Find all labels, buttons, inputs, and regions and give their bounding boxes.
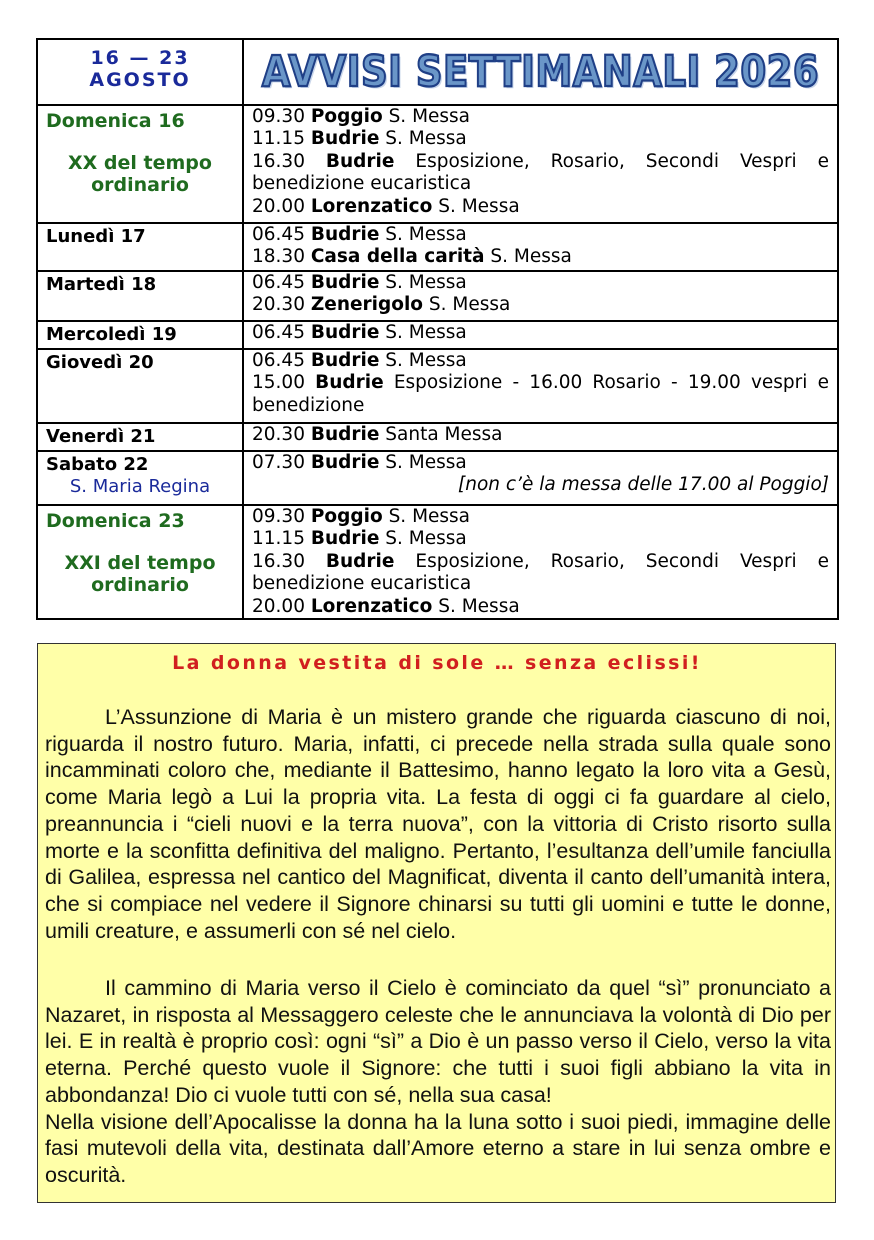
liturgy-label — [38, 552, 242, 596]
event-item — [252, 224, 829, 246]
event-time: 11.15 — [252, 528, 305, 550]
event-place: Budrie — [325, 550, 395, 572]
event-place: Poggio — [310, 106, 383, 127]
event-desc: S. Messa — [428, 294, 511, 316]
event-time: 16.30 — [252, 550, 305, 572]
events-cell — [243, 105, 838, 223]
paragraph: L’Assunzione di Maria è un mistero grande che riguarda ciascuno di noi, riguarda il nostro futuro. Maria, infatti, ci precede nella strada sulla quale sono incamminati coloro che, mediante il Battesimo, hanno legato la loro vita a Gesù, come Maria legò a Lui la propria vita. La festa di oggi ci fa guardare al cielo, preannuncia i “cieli nuovi e la terra nuova”, con la vittoria di Cristo risorto sulla morte e la sconfitta definitiva del maligno. Pertanto, l’esultanza dell’umile fanciulla di Galilea, espressa nel cantico del Magnificat, diventa il canto dell’umanità intera, che si compiace nel vedere il Signore chinarsi su tutti gli uomini e tutte le donne, umili creature, e assumerli con sé nel cielo. — [45, 705, 831, 943]
event-item — [252, 424, 829, 446]
day-label: Domenica 16 — [46, 110, 185, 132]
event-item — [252, 128, 829, 150]
events-cell — [243, 223, 838, 271]
event-item — [252, 452, 829, 474]
event-desc: S. Messa — [388, 506, 471, 527]
event-place: Budrie — [310, 272, 380, 293]
event-desc: S. Messa — [490, 246, 572, 268]
day-label: Giovedì 20 — [46, 352, 154, 373]
event-item — [252, 272, 829, 294]
day-row — [37, 321, 838, 349]
event-desc: Santa Messa — [385, 424, 503, 445]
event-time: 20.30 — [252, 294, 305, 316]
title-cell — [243, 39, 838, 105]
event-time: 20.30 — [252, 424, 305, 445]
event-item — [252, 246, 829, 268]
event-desc: Esposizione, Rosario, Secondi Vespri e benedizione eucaristica — [252, 150, 829, 195]
events-cell — [243, 423, 838, 451]
day-row — [37, 505, 838, 619]
liturgy-line: ordinario — [91, 574, 189, 596]
day-label: Lunedì 17 — [46, 226, 146, 247]
day-row — [37, 271, 838, 321]
event-time: 06.45 — [252, 224, 305, 245]
event-desc: S. Messa — [385, 452, 467, 473]
event-place: Budrie — [325, 150, 395, 172]
header-row — [37, 39, 838, 105]
events-cell — [243, 271, 838, 321]
article-title: La donna vestita di sole … senza eclissi! — [172, 652, 702, 674]
article-paragraph-1 — [45, 704, 831, 944]
event-time: 16.30 — [252, 150, 305, 172]
event-place: Budrie — [310, 350, 380, 371]
day-cell — [37, 423, 243, 451]
day-cell — [37, 105, 243, 223]
schedule-note: [non c’è la messa delle 17.00 al Poggio] — [458, 474, 829, 496]
event-desc: S. Messa — [438, 595, 520, 617]
liturgy-line: XX del tempo — [68, 152, 212, 174]
liturgy-line: ordinario — [91, 174, 189, 196]
events-cell — [243, 505, 838, 619]
event-item — [252, 551, 829, 596]
event-item — [252, 596, 829, 618]
day-cell — [37, 321, 243, 349]
event-place: Lorenzatico — [310, 595, 433, 617]
page-title: AVVISI SETTIMANALI 2026 — [261, 46, 820, 97]
day-label: Venerdì 21 — [46, 426, 156, 447]
day-row — [37, 223, 838, 271]
article-paragraph-2 — [45, 975, 831, 1189]
day-label: Mercoledì 19 — [46, 324, 177, 345]
date-range: 16 — 23 — [90, 47, 190, 69]
event-desc: S. Messa — [385, 528, 467, 550]
event-desc: S. Messa — [385, 350, 467, 371]
event-place: Budrie — [315, 372, 384, 394]
month-label: AGOSTO — [89, 69, 191, 91]
liturgy-line: XXI del tempo — [64, 552, 216, 574]
event-item — [252, 506, 829, 528]
event-time: 06.45 — [252, 322, 305, 343]
event-desc: S. Messa — [385, 224, 467, 245]
day-cell — [37, 349, 243, 423]
event-time: 15.00 — [252, 372, 305, 394]
event-time: 06.45 — [252, 350, 305, 371]
event-time: 09.30 — [252, 106, 305, 127]
event-item — [252, 372, 829, 417]
day-row — [37, 451, 838, 505]
event-place: Casa della carità — [310, 246, 485, 268]
event-time: 20.00 — [252, 595, 305, 617]
paragraph: Il cammino di Maria verso il Cielo è cominciato da quel “sì” pronunciato a Nazaret, in risposta al Messaggero celeste che le annunciava la volontà di Dio per lei. E in realtà è proprio così: ogni “sì” a Dio è un passo verso il Cielo, verso la vita eterna. Perché questo vuole il Signore: che tutti i suoi figli abbiano la vita in abbondanza! Dio ci vuole tutti con sé, nella sua casa! — [45, 976, 831, 1107]
schedule-table — [36, 38, 839, 620]
event-time: 09.30 — [252, 506, 305, 527]
event-item — [252, 151, 829, 196]
event-desc: Esposizione - 16.00 Rosario - 19.00 vespri e benedizione — [252, 372, 829, 416]
paragraph: Nella visione dell’Apocalisse la donna ha la luna sotto i suoi piedi, immagine delle fasi mutevoli della vita, destinata dall’Amore eterno a stare in lui senza ombre e oscurità. — [45, 1109, 831, 1187]
day-label: Sabato 22 — [46, 454, 149, 475]
event-item — [252, 106, 829, 128]
event-time: 11.15 — [252, 128, 305, 150]
event-desc: S. Messa — [388, 106, 471, 127]
event-desc: Esposizione, Rosario, Secondi Vespri e benedizione eucaristica — [252, 550, 829, 595]
event-time: 07.30 — [252, 452, 305, 473]
event-item — [252, 294, 829, 316]
day-cell — [37, 505, 243, 619]
event-place: Lorenzatico — [310, 195, 433, 217]
events-cell — [243, 321, 838, 349]
event-place: Zenerigolo — [310, 294, 424, 316]
event-place: Budrie — [310, 322, 380, 343]
event-place: Budrie — [310, 528, 380, 550]
events-cell — [243, 451, 838, 505]
event-item — [252, 196, 829, 218]
event-item — [252, 322, 829, 344]
event-desc: S. Messa — [438, 195, 520, 217]
event-place: Budrie — [310, 452, 380, 473]
day-row — [37, 105, 838, 223]
event-desc: S. Messa — [385, 322, 467, 343]
day-cell — [37, 451, 243, 505]
event-desc: S. Messa — [385, 128, 467, 150]
day-label: Domenica 23 — [46, 510, 185, 532]
event-time: 20.00 — [252, 195, 305, 217]
day-row — [37, 349, 838, 423]
event-place: Budrie — [310, 424, 380, 445]
event-time: 06.45 — [252, 272, 305, 293]
liturgy-label — [38, 152, 242, 196]
day-cell — [37, 271, 243, 321]
event-place: Budrie — [310, 128, 380, 150]
event-desc: S. Messa — [385, 272, 467, 293]
event-place: Poggio — [310, 506, 383, 527]
day-row — [37, 423, 838, 451]
event-item — [252, 350, 829, 372]
event-time: 18.30 — [252, 246, 305, 268]
feast-label: S. Maria Regina — [69, 476, 211, 497]
event-place: Budrie — [310, 224, 380, 245]
day-cell — [37, 223, 243, 271]
week-dates — [37, 39, 243, 105]
events-cell — [243, 349, 838, 423]
event-item — [252, 528, 829, 550]
day-label: Martedì 18 — [46, 274, 157, 295]
